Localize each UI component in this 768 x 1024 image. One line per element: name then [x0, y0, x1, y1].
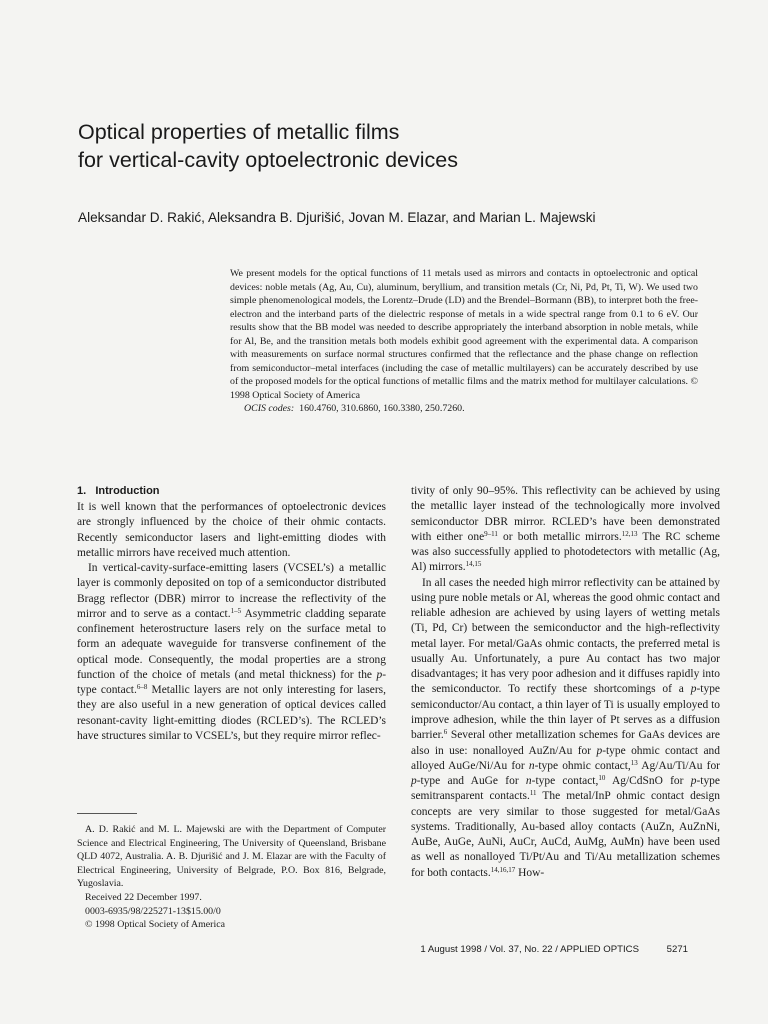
italic-term: n	[528, 759, 535, 772]
text-run: The RC scheme was also successfully applied to photodetectors with metallic (Ag, Al) mirrors.	[411, 530, 720, 574]
text-run: -type ohmic contact,	[534, 759, 631, 772]
section-number: 1.	[77, 485, 87, 497]
journal-citation: 1 August 1998 / Vol. 37, No. 22 / APPLIED OPTICS	[420, 944, 639, 955]
text-run: Asymmetric cladding separate confinement heterostructure lasers rely on the surface metal to form an adequate waveguide for transverse confinement of the optical mode. Consequently, the modal properties are a strong function of the choice of metals (and metal thickness) for the	[77, 607, 386, 681]
paper-title-line-2: for vertical-cavity optoelectronic devices	[78, 148, 458, 172]
text-run: In vertical-cavity-surface-emitting lasers (VCSEL’s) a metallic layer is commonly deposited on top of a semiconductor distributed Bragg reflector (DBR) mirror to increase the reflectivity of the mirror and to serve as a contact.	[77, 562, 386, 620]
copyright-notice: © 1998 Optical Society of America	[85, 919, 225, 931]
paragraph	[411, 576, 720, 881]
text-run: or both metallic mirrors.	[497, 530, 622, 543]
ocis-label: OCIS codes:	[244, 403, 295, 415]
citation: 1–5	[230, 606, 242, 615]
italic-term: n	[525, 775, 532, 788]
text-run: Several other metallization schemes for GaAs devices are also in use: nonalloyed AuZn/Au for	[411, 729, 720, 757]
article-code: 0003-6935/98/225271-13$15.00/0	[85, 905, 221, 917]
footnote-divider	[77, 813, 137, 814]
text-run: tivity of only 90–95%. This reflectivity can be achieved by using the metallic layer instead of the technologically more involved semiconductor DBR mirror. RCLED’s have been demonstrated with either one	[411, 485, 720, 543]
citation: 14,15	[465, 560, 482, 569]
received-date: Received 22 December 1997.	[85, 891, 202, 903]
text-run: -type semitransparent contacts.	[411, 775, 720, 803]
text-run: -type contact.	[77, 668, 386, 697]
text-run: How-	[515, 866, 545, 879]
italic-term: p	[690, 683, 697, 696]
right-column	[411, 484, 720, 881]
text-run: Metallic layers are not only interesting for lasers, they are also useful in a new generation of optical devices called resonant-cavity light-emitting diodes (RCLED’s). The RCLED’s have structures similar to VCSEL’s, but they require mirror reflec-	[77, 684, 386, 742]
citation: 12,13	[621, 529, 638, 538]
citation: 11	[529, 789, 537, 798]
citation: 14,16,17	[490, 865, 516, 874]
paragraph	[411, 484, 720, 576]
left-column	[77, 484, 386, 744]
paper-title-line-1: Optical properties of metallic films	[78, 120, 400, 144]
citation: 9–11	[484, 529, 498, 538]
text-run: Ag/CdSnO for	[605, 775, 691, 788]
abstract-text: We present models for the optical functions of 11 metals used as mirrors and contacts in optoelectronic and optical devices: noble metals (Ag, Au, Cu), aluminum, beryllium, and transition metals (Cr, Ni, Pd, Pt, Ti, W). We used two simple phenomenological models, the Lorentz–Drude (LD) and the Brendel–Bormann (BB), to interpret both the free-electron and the interband parts of the dielectric response of metals in a wide spectral range from 0.1 to 6 eV. Our results show that the BB model was needed to describe appropriately the interband absorption in noble metals, while for Al, Be, and the transition metals both models exhibit good agreement with the experimental data. A comparison with measurements on surface normal structures confirmed that the reflectance and the phase change on reflection from semiconductor–metal interfaces (including the case of metallic multilayers) can be accurately described by use of the proposed models for the optical functions of metallic films and the matrix method for multilayer calculations. © 1998 Optical Society of America	[230, 268, 698, 401]
citation: 13	[630, 758, 638, 767]
abstract	[230, 267, 698, 416]
citation: 6	[443, 728, 448, 737]
ocis-codes	[230, 402, 698, 416]
citation: 6–8	[136, 683, 148, 692]
text-run: In all cases the needed high mirror reflectivity can be attained by using pure noble metals or Al, whereas the good ohmic contact and reliable adhesion are achieved by using layers of wetting metals (Ti, Pd, Cr) between the semiconductor and the high-reflectivity metal layer. For metal/GaAs ohmic contacts, the preferred metal is usually Au. Unfortunately, a pure Au contact has two major disadvantages; it has very poor adhesion and it diffuses rapidly into the semiconductor. To rectify these shortcomings of a	[411, 576, 720, 696]
italic-term: p	[596, 744, 603, 757]
footnotes	[77, 823, 386, 932]
citation: 10	[598, 774, 606, 783]
italic-term: p	[376, 668, 383, 681]
author-list: Aleksandar D. Rakić, Aleksandra B. Djurišić, Jovan M. Elazar, and Marian L. Majewski	[78, 210, 596, 225]
paragraph	[77, 561, 386, 744]
section-title: Introduction	[95, 485, 160, 497]
affiliation-note: A. D. Rakić and M. L. Majewski are with the Department of Computer Science and Electrical Engineering, The University of Queensland, Brisbane QLD 4072, Australia. A. B. Djurišić and J. M. Elazar are with the Faculty of Electrical Engineering, University of Belgrade, P.O. Box 816, Belgrade, Yugoslavia.	[77, 824, 386, 890]
text-run: The metal/InP ohmic contact design concepts are very similar to those suggested for metal/GaAs systems. Traditionally, Au-based alloy contacts (AuZn, AuZnNi, AuBe, AuGe, AuNi, AuCr, AuCd, AuMg, AuMn) have been used as well as nonalloyed Ti/Pt/Au and Ti/Au metallization schemes for both contacts.	[411, 790, 720, 879]
ocis-code-list: 160.4760, 310.6860, 160.3380, 250.7260.	[299, 403, 465, 415]
italic-term: p	[411, 775, 417, 788]
paragraph: It is well known that the performances of optoelectronic devices are strongly influenced by the choice of their ohmic contacts. Recently semiconductor lasers and light-emitting diodes with metallic mirrors have received much attention.	[77, 501, 386, 559]
text-run: -type semiconductor/Au contact, a thin layer of Ti is usually employed to improve adhesion, while the thin layer of Pt serves as a diffusion barrier.	[411, 683, 720, 742]
text-run: -type contact,	[531, 775, 599, 788]
text-run: -type ohmic contact and alloyed AuGe/Ni/Au for	[411, 744, 720, 772]
section-heading	[77, 484, 386, 499]
paper-title	[78, 118, 698, 174]
text-run: -type and AuGe for	[416, 775, 526, 788]
page-number: 5271	[666, 944, 688, 955]
text-run: Ag/Au/Ti/Au for	[637, 759, 720, 772]
italic-term: p	[690, 775, 697, 788]
